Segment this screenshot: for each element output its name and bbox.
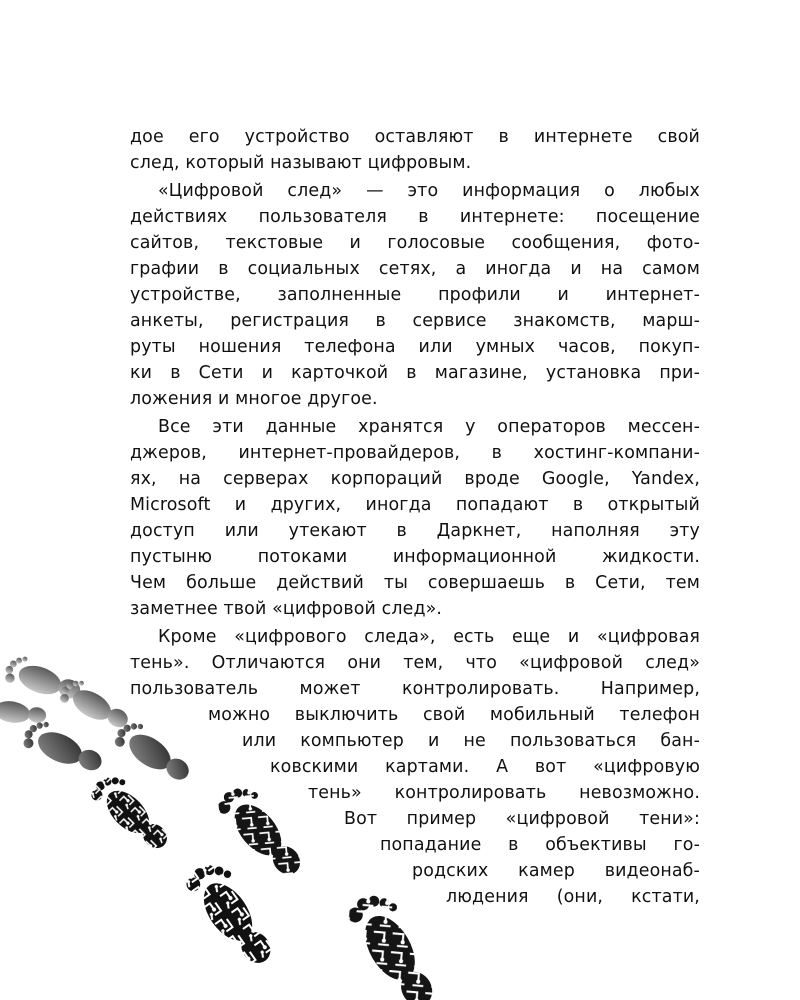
text-line: действиях пользователя в интернете: посещение bbox=[130, 207, 700, 227]
text-line: Microsoft и других, иногда попадают в открытый bbox=[130, 495, 700, 515]
text-line: заметнее твой «цифровой след». bbox=[130, 599, 443, 619]
text-line: пустыню потоками информационной жидкости. bbox=[130, 547, 700, 567]
text-line: можно выключить свой мобильный телефон bbox=[208, 705, 700, 725]
text-line: руты ношения телефона или умных часов, покуп- bbox=[130, 337, 700, 357]
text-line: попадание в объективы го- bbox=[380, 835, 700, 855]
text-line: Вот пример «цифровой тени»: bbox=[344, 809, 700, 829]
text-line: устройстве, заполненные профили и интернет- bbox=[130, 285, 700, 305]
text-line: дое его устройство оставляют в интернете свой bbox=[130, 127, 700, 147]
text-line: графии в социальных сетях, а иногда и на самом bbox=[130, 259, 700, 279]
text-line: родских камер видеонаб- bbox=[412, 861, 700, 881]
text-line: ковскими картами. А вот «цифровую bbox=[270, 757, 700, 777]
footprint-faint-3 bbox=[56, 674, 134, 735]
text-line: Все эти данные хранятся у операторов мессен- bbox=[158, 417, 700, 437]
text-line: ки в Сети и карточкой в магазине, установка при- bbox=[130, 363, 700, 383]
text-line: Чем больше действий ты совершаешь в Сети, тем bbox=[130, 573, 700, 593]
text-line: ях, на серверах корпораций вроде Google, Yandex, bbox=[130, 469, 700, 489]
footprint-mid-1 bbox=[19, 716, 107, 780]
text-line: Кроме «цифрового следа», есть еще и «цифровая bbox=[158, 627, 700, 647]
text-line: ложения и многое другое. bbox=[130, 389, 378, 409]
text-line: джеров, интернет-провайдеров, в хостинг-компани- bbox=[130, 443, 700, 463]
text-line: «Цифровой след» — это информация о любых bbox=[158, 181, 700, 201]
text-line: тень». Отличаются они тем, что «цифровой след» bbox=[130, 653, 700, 673]
text-line: людения (они, кстати, bbox=[446, 887, 700, 907]
text-line: пользователь может контролировать. Например, bbox=[130, 679, 700, 699]
footprint-faint-1 bbox=[2, 652, 85, 707]
text-line: след, который называют цифровым. bbox=[130, 153, 472, 173]
text-line: анкеты, регистрация в сервисе знакомств, марш- bbox=[130, 311, 700, 331]
body-text bbox=[130, 124, 700, 910]
text-line: или компьютер и не пользоваться бан- bbox=[242, 731, 700, 751]
text-line: тень» контролировать невозможно. bbox=[308, 783, 700, 803]
text-line: сайтов, текстовые и голосовые сообщения, фото- bbox=[130, 233, 700, 253]
text-line: доступ или утекают в Даркнет, наполняя эту bbox=[130, 521, 700, 541]
